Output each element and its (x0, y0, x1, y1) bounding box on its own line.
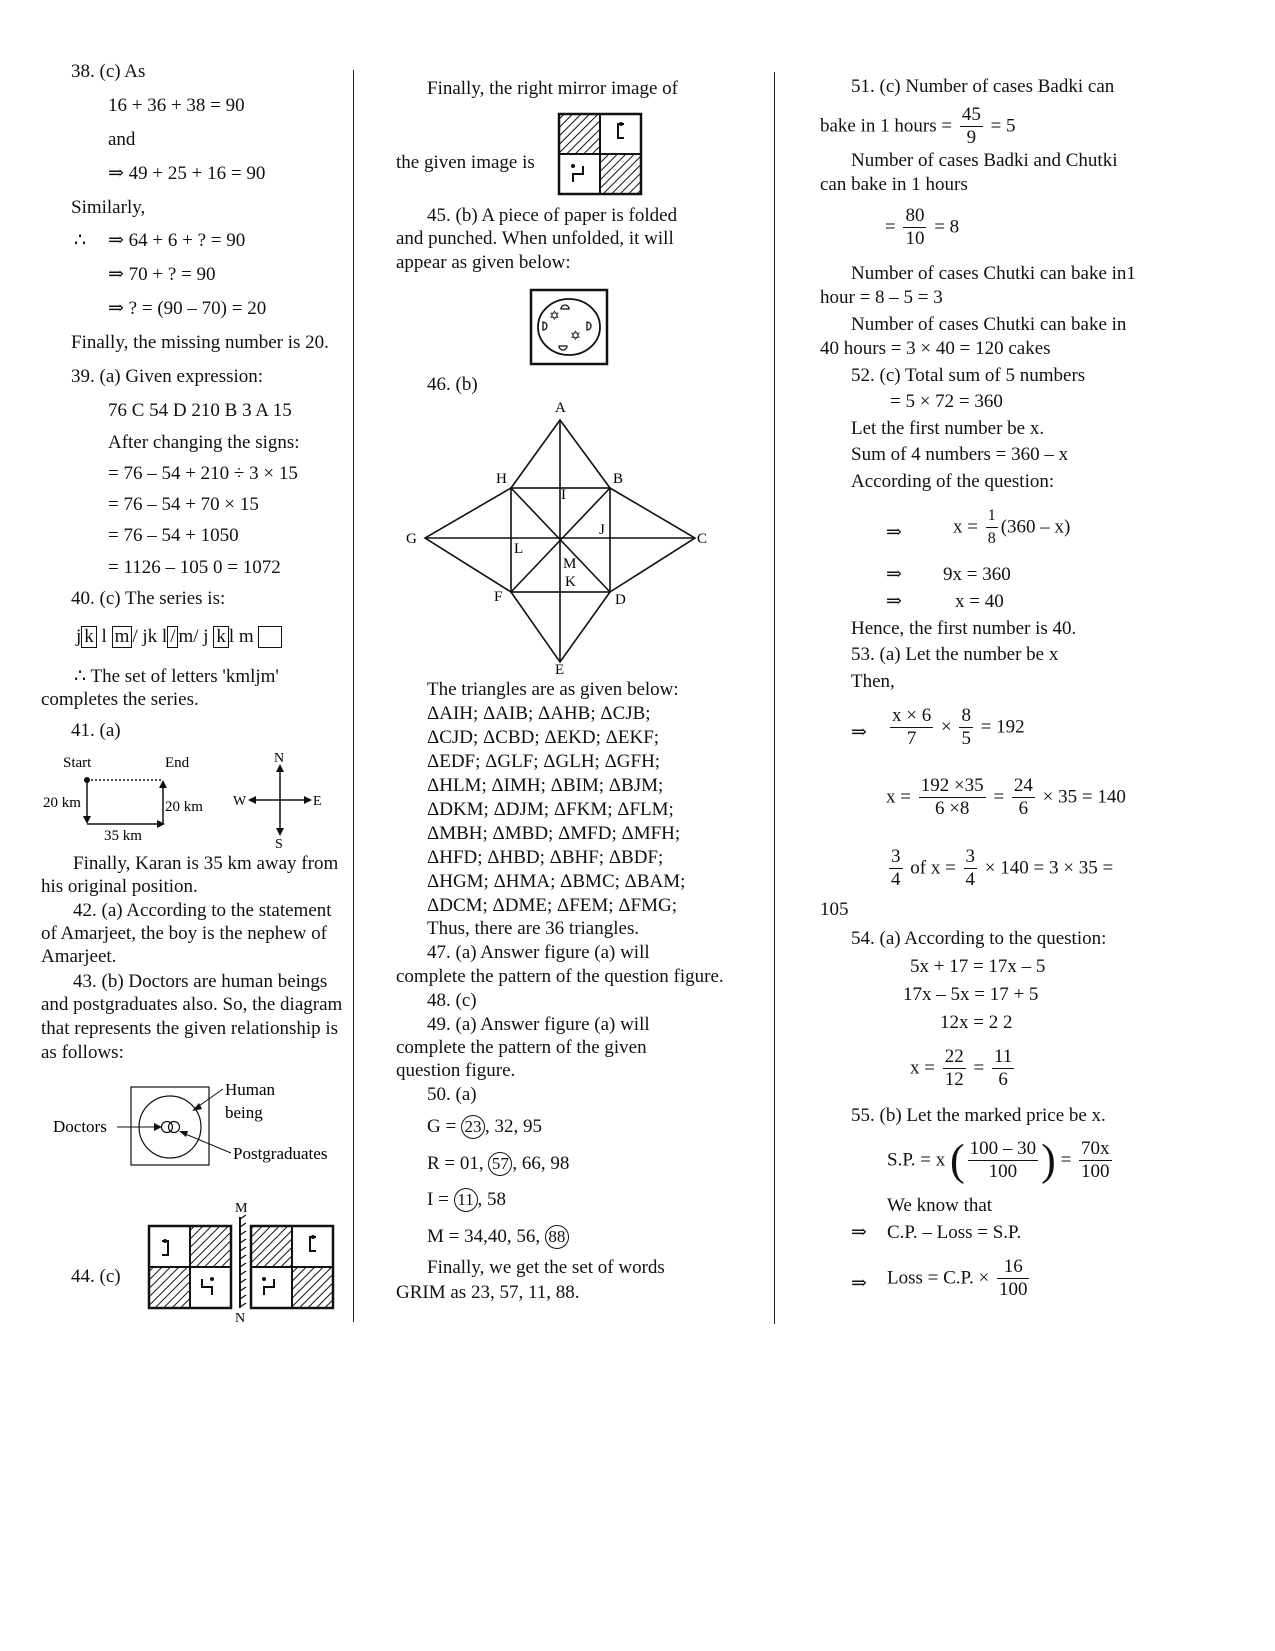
implies-arrow: ⇒ (851, 1222, 867, 1243)
compass-south: S (275, 837, 283, 850)
fraction: $\frac{24}{6}$ (1013, 775, 1033, 819)
q54-line: 12x = 2 2 (940, 1012, 1013, 1033)
q41-answer: his original position. (41, 876, 198, 897)
mirror-n-label: N (235, 1311, 246, 1325)
vertex-label: I (561, 487, 566, 503)
q54-line: 17x – 5x = 17 + 5 (903, 984, 1039, 1005)
fraction: $\frac{3}{4}$ (891, 846, 901, 890)
triangle-line: ΔDCM; ΔDME; ΔFEM; ΔFMG; (427, 895, 677, 916)
fraction: $\frac{1}{8}$ (987, 507, 996, 547)
vertex-label: C (697, 531, 708, 547)
vertex-label: G (406, 531, 417, 547)
q46-head: 46. (b) (427, 374, 478, 395)
q44-line: Finally, the right mirror image of (427, 78, 678, 99)
q45-line: 45. (b) A piece of paper is folded (427, 205, 678, 226)
q39-line: After changing the signs: (108, 432, 300, 453)
bottom-distance: 35 km (104, 828, 142, 844)
q42-line: Amarjeet. (41, 946, 117, 967)
compass-east: E (313, 794, 322, 809)
q50-row-i: I = 11 , 58 (427, 1189, 507, 1210)
fraction: $\frac{45}{9}$ (961, 104, 981, 148)
q44-head: 44. (c) (71, 1266, 121, 1287)
circled-number: 23 (461, 1115, 485, 1139)
vertex-label: E (555, 662, 565, 678)
q50-row-g: G = 23 , 32, 95 (427, 1116, 542, 1137)
fraction: $\frac{70x}{100}$ (1081, 1138, 1110, 1182)
q52-line: = 5 × 72 = 360 (890, 391, 1003, 412)
series-letter: j (203, 626, 209, 647)
q42-line: of Amarjeet, the boy is the nephew of (41, 923, 327, 944)
q38-line: ⇒ 49 + 25 + 16 = 90 (108, 163, 266, 184)
q41-answer: Finally, Karan is 35 km away from (73, 853, 339, 874)
human-being-label: being (225, 1103, 263, 1122)
series-letter: j (76, 626, 82, 647)
q40-series (76, 626, 282, 648)
q53-line: 53. (a) Let the number be x (851, 644, 1059, 665)
q38-line: and (108, 129, 136, 150)
q38-line: 16 + 36 + 38 = 90 (108, 95, 245, 116)
implies-arrow: ⇒ (886, 522, 902, 543)
q38-head: 38. (c) As (71, 61, 146, 82)
q50-row-r: R = 01, 57 , 66, 98 (427, 1153, 570, 1174)
q54-line: 5x + 17 = 17x – 5 (910, 956, 1046, 977)
series-letter: l (228, 626, 235, 647)
column-divider-right (774, 72, 775, 1324)
q55-line: 55. (b) Let the marked price be x. (851, 1105, 1106, 1126)
q50-line: GRIM as 23, 57, 11, 88. (396, 1282, 580, 1303)
q45-line: appear as given below: (396, 252, 571, 273)
q46-answer: Thus, there are 36 triangles. (427, 918, 640, 939)
series-letter: / jk (132, 626, 158, 647)
q48-line: 48. (c) (427, 990, 477, 1011)
q53-equation: $\frac{x \times 6}{7}$ × $\frac{8}{5}$ = 192 (892, 705, 1025, 749)
series-blank: k (81, 626, 97, 648)
q54-equation: x = $\frac{22}{12}$ = $\frac{11}{6}$ (910, 1046, 1013, 1090)
q45-unfolded-paper (529, 288, 609, 366)
implies-arrow: ⇒ (851, 1273, 867, 1294)
vertex-label: H (496, 471, 507, 487)
vertex-label: K (565, 574, 576, 590)
triangle-line: ΔHGM; ΔHMA; ΔBMC; ΔBAM; (427, 871, 686, 892)
q39-line: = 76 – 54 + 70 × 15 (108, 494, 259, 515)
q44-line: the given image is (396, 152, 535, 173)
circled-number: 88 (545, 1225, 569, 1249)
column-divider-left (353, 70, 354, 1322)
triangle-line: ΔHFD; ΔHBD; ΔBHF; ΔBDF; (427, 847, 664, 868)
q51-line: Number of cases Chutki can bake in (851, 314, 1127, 335)
circled-number: 11 (454, 1188, 478, 1212)
doctors-label: Doctors (53, 1117, 107, 1136)
fraction: $\frac{3}{4}$ (965, 846, 976, 890)
q40-note: ∴ The set of letters 'kmljm' (74, 666, 279, 687)
vertex-label: B (613, 471, 624, 487)
q51-line: Number of cases Badki and Chutki (851, 150, 1118, 171)
q51-line: Number of cases Chutki can bake in1 (851, 263, 1136, 284)
q44-answer-image (557, 112, 643, 196)
q38-therefore: ∴ (74, 230, 87, 251)
q51-fraction-line: bake in 1 hours = $\frac{45}{9}$ = 5 (820, 104, 1016, 148)
vertex-label: L (514, 541, 524, 557)
q43-line: as follows: (41, 1042, 124, 1063)
series-letter: l (161, 626, 168, 647)
q49-line: question figure. (396, 1060, 516, 1081)
q46-line: The triangles are as given below: (427, 679, 679, 700)
q51-line: 40 hours = 3 × 40 = 120 cakes (820, 338, 1051, 359)
q50-head: 50. (a) (427, 1084, 477, 1105)
q52-answer: Hence, the first number is 40. (851, 618, 1077, 639)
end-label: End (165, 755, 190, 771)
q42-line: 42. (a) According to the statement (73, 900, 332, 921)
q50-line: Finally, we get the set of words (427, 1257, 665, 1278)
q53-line: Then, (851, 671, 895, 692)
triangle-line: ΔHLM; ΔIMH; ΔBIM; ΔBJM; (427, 775, 664, 796)
q52-line: According of the question: (851, 471, 1055, 492)
mirror-m-label: M (235, 1201, 248, 1216)
q52-line: Sum of 4 numbers = 360 – x (851, 444, 1069, 465)
fraction: $\frac{80}{10}$ (905, 205, 925, 249)
q53-answer: 105 (820, 899, 849, 920)
compass-west: W (233, 794, 247, 809)
fraction: $\frac{11}{6}$ (993, 1046, 1013, 1090)
q47-line: 47. (a) Answer figure (a) will (427, 942, 650, 963)
q52-equation: x = $\frac{1}{8}$ (360 – x) (953, 505, 1070, 550)
vertex-label: J (599, 522, 605, 538)
q51-line: hour = 8 – 5 = 3 (820, 287, 943, 308)
vertex-label: D (615, 592, 626, 608)
q38-line: ⇒ 64 + 6 + ? = 90 (108, 230, 246, 251)
q51-line: 51. (c) Number of cases Badki can (851, 76, 1115, 97)
q39-line: = 76 – 54 + 1050 (108, 525, 239, 546)
triangle-line: ΔCJD; ΔCBD; ΔEKD; ΔEKF; (427, 727, 660, 748)
q38-line: Similarly, (71, 197, 146, 218)
q39-line: 76 C 54 D 210 B 3 A 15 (108, 400, 292, 421)
q52-line: 52. (c) Total sum of 5 numbers (851, 365, 1086, 386)
series-blank: m (112, 626, 133, 648)
q43-line: that represents the given relationship is (41, 1018, 339, 1039)
triangle-line: ΔDKM; ΔDJM; ΔFKM; ΔFLM; (427, 799, 674, 820)
fraction: $\frac{x \times 6}{7}$ (892, 705, 932, 749)
q45-line: and punched. When unfolded, it will (396, 228, 674, 249)
triangle-line: ΔAIH; ΔAIB; ΔAHB; ΔCJB; (427, 703, 651, 724)
vertex-label: M (563, 556, 577, 572)
triangle-line: ΔEDF; ΔGLF; ΔGLH; ΔGFH; (427, 751, 661, 772)
star-punch: ✡ (570, 328, 581, 343)
series-letter: m/ (178, 626, 199, 647)
q43-venn-diagram (50, 1075, 350, 1175)
left-distance: 20 km (43, 795, 81, 811)
fraction: $\frac{22}{12}$ (944, 1046, 964, 1090)
fraction: $\frac{16}{100}$ (998, 1256, 1028, 1300)
q43-line: 43. (b) Doctors are human beings (73, 971, 328, 992)
q53-equation: $\frac{3}{4}$ of x = $\frac{3}{4}$ × 140 = 3 × 35 = (891, 846, 1114, 890)
fraction: $\frac{100 - 30}{100}$ (969, 1138, 1037, 1182)
q43-line: and postgraduates also. So, the diagram (41, 994, 343, 1015)
q41-head: 41. (a) (71, 720, 121, 741)
series-blank: k (213, 626, 229, 648)
q46-star-figure (400, 395, 720, 680)
triangle-line: ΔMBH; ΔMBD; ΔMFD; ΔMFH; (427, 823, 681, 844)
right-distance: 20 km (165, 799, 203, 815)
fraction: $\frac{192 \times 35}{6 \times 8}$ (920, 775, 984, 819)
series-blank (258, 626, 282, 648)
star-punch: ✡ (549, 308, 560, 323)
implies-arrow: ⇒ (851, 722, 867, 743)
q51-fraction-line: = $\frac{80}{10}$ = 8 (885, 205, 960, 249)
q51-line: can bake in 1 hours (820, 174, 968, 195)
q54-line: 54. (a) According to the question: (851, 928, 1107, 949)
start-label: Start (63, 755, 92, 771)
human-being-label: Human (225, 1080, 276, 1099)
q55-equation: Loss = C.P. × $\frac{16}{100}$ (887, 1256, 1028, 1300)
series-letter: m (238, 626, 254, 647)
q49-line: 49. (a) Answer figure (a) will (427, 1014, 650, 1035)
q55-line: C.P. – Loss = S.P. (887, 1222, 1022, 1243)
series-blank: / (167, 626, 178, 648)
q40-note: completes the series. (41, 689, 199, 710)
q50-row-m: M = 34,40, 56, 88 (427, 1225, 569, 1249)
q40-head: 40. (c) The series is: (71, 588, 226, 609)
q52-line: 9x = 360 (943, 564, 1011, 585)
q39-line: = 76 – 54 + 210 ÷ 3 × 15 (108, 463, 298, 484)
q44-mirror-figure (140, 1195, 340, 1325)
q38-answer: Finally, the missing number is 20. (71, 332, 329, 353)
q38-line: ⇒ 70 + ? = 90 (108, 264, 216, 285)
compass-north: N (274, 751, 285, 766)
q52-line: x = 40 (955, 591, 1004, 612)
series-letter: l (101, 626, 107, 647)
q39-line: = 1126 – 105 0 = 1072 (108, 557, 281, 578)
circled-number: 57 (488, 1152, 512, 1176)
q52-line: Let the first number be x. (851, 418, 1045, 439)
postgraduates-label: Postgraduates (233, 1144, 328, 1163)
implies-arrow: ⇒ (886, 591, 902, 612)
vertex-label: A (555, 400, 566, 416)
implies-arrow: ⇒ (886, 564, 902, 585)
fraction: $\frac{8}{5}$ (961, 705, 971, 749)
q53-equation: x = $\frac{192 \times 35}{6 \times 8}$ = $\frac{24}{6}$ × 35 = 140 (886, 775, 1126, 819)
q41-path-diagram (40, 750, 340, 850)
q39-head: 39. (a) Given expression: (71, 366, 264, 387)
vertex-label: F (494, 589, 503, 605)
q55-equation: S.P. = x ( $\frac{100 - 30}{100}$ ) = $\frac{70x}{100}$ (887, 1135, 1110, 1185)
q55-line: We know that (887, 1195, 993, 1216)
q49-line: complete the pattern of the given (396, 1037, 647, 1058)
q38-line: ⇒ ? = (90 – 70) = 20 (108, 298, 267, 319)
q47-line: complete the pattern of the question figure. (396, 966, 724, 987)
